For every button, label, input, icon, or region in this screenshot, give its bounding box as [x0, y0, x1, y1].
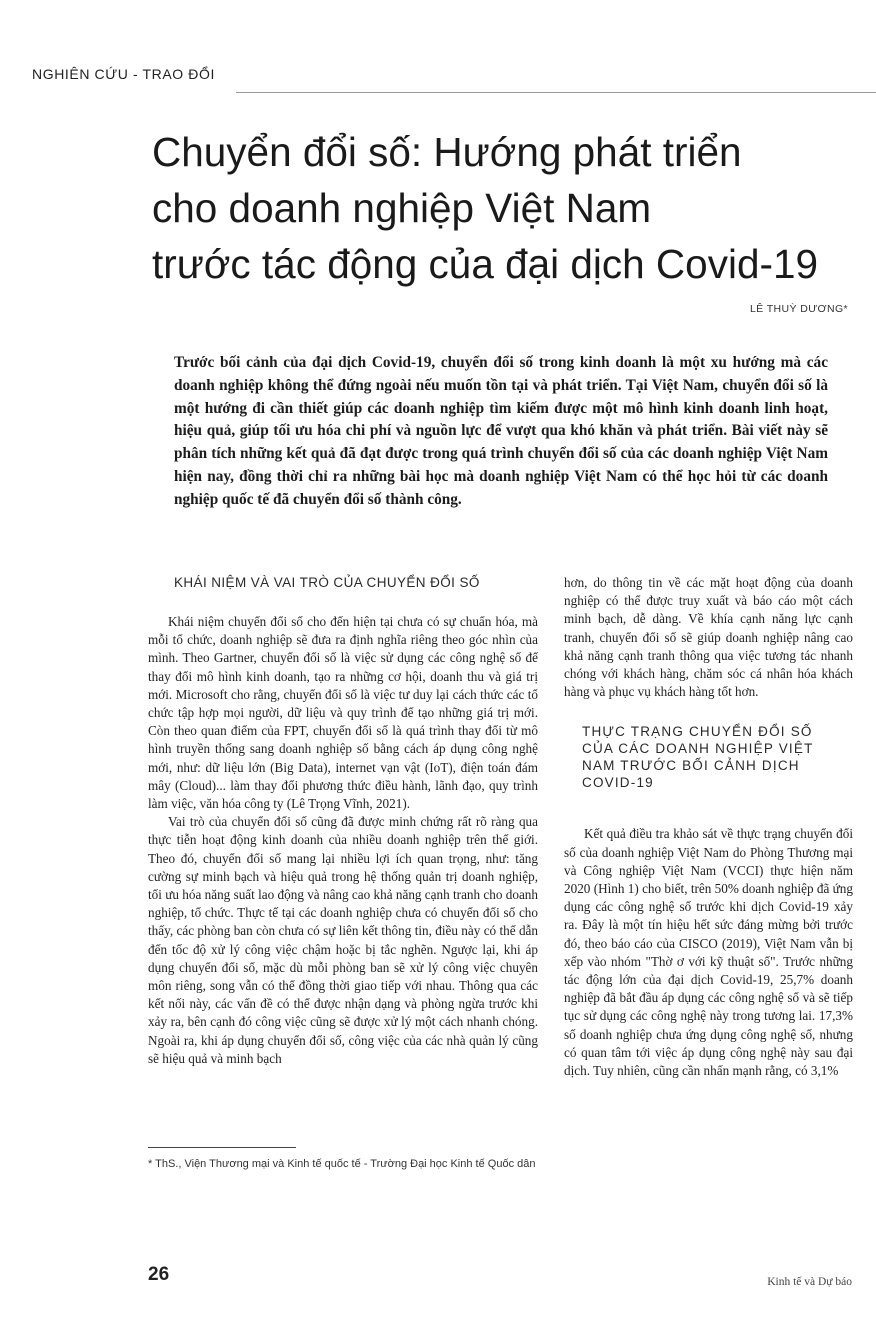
- article-title: [152, 124, 852, 292]
- heading-line: NAM TRƯỚC BỐI CẢNH DỊCH: [582, 758, 800, 774]
- heading-line: CỦA CÁC DOANH NGHIỆP VIỆT: [582, 741, 814, 757]
- title-line: Chuyển đổi số: Hướng phát triển: [152, 129, 742, 175]
- paragraph-continuation: hơn, do thông tin về các mặt hoạt động của doanh nghiệp có thể được truy xuất và báo cáo một cách minh bạch, dễ dàng. Về khía cạnh năng lực cạnh tranh, chuyển đổi số sẽ giúp doanh nghiệp nâng cao khả năng cạnh tranh thông qua việc tương tác nhanh chóng với khách hàng, chăm sóc cá nhân hóa khách hàng và phục vụ khách hàng tốt hơn.: [564, 575, 853, 700]
- journal-name: Kinh tế và Dự báo: [767, 1276, 852, 1288]
- paragraph: Vai trò của chuyển đổi số cũng đã được minh chứng rất rõ ràng qua thực tiễn hoạt động kinh doanh của nhiều doanh nghiệp trên thế giới. Theo đó, chuyển đổi số mang lại nhiều lợi ích quan trọng, như: tăng cường sự minh bạch và hiệu quả trong hệ thống quản trị doanh nghiệp, tối ưu hóa năng suất lao động và nâng cao khả năng cạnh tranh cho doanh nghiệp, tổ chức. Thực tế tại các doanh nghiệp chưa có chuyển đổi số cho thấy, các phòng ban còn chưa có sự liên kết thông tin, điều này có thể dẫn đến tốc độ xử lý công việc chậm hoặc bị tắc nghẽn. Ngược lại, khi áp dụng chuyển đổi số, mặc dù mỗi phòng ban sẽ xử lý công việc chuyên môn riêng, song vẫn có thể đồng thời giao tiếp với nhau. Thông qua các kết nối này, các vấn đề có thể được nhận dạng và phòng ngừa trước khi xảy ra, bên cạnh đó công việc cũng sẽ được xử lý một cách nhanh chóng. Ngoài ra, khi áp dụng chuyển đổi số, công việc của các nhà quản lý cũng sẽ hiệu quả và minh bạch: [148, 814, 538, 1066]
- footnote-rule: [148, 1147, 296, 1148]
- section-heading-status: [582, 723, 853, 791]
- right-column: [564, 574, 853, 1080]
- title-line: trước tác động của đại dịch Covid-19: [152, 241, 819, 287]
- section-header: NGHIÊN CỨU - TRAO ĐỔI: [32, 66, 215, 82]
- paragraph: Khái niệm chuyển đổi số cho đến hiện tại chưa có sự chuẩn hóa, mà mỗi tổ chức, doanh nghiệp sẽ đưa ra định nghĩa riêng theo góc nhìn của mình. Theo Gartner, chuyển đổi số là việc sử dụng các công nghệ số để thay đổi mô hình kinh doanh, tạo ra những cơ hội, doanh thu và giá trị mới. Microsoft cho rằng, chuyển đổi số là việc tư duy lại cách thức các tổ chức tập hợp mọi người, dữ liệu và quy trình để tạo những giá trị mới. Còn theo quan điểm của FPT, chuyển đổi số là quá trình thay đổi từ mô hình truyền thống sang doanh nghiệp số bằng cách áp dụng công nghệ mới, như: dữ liệu lớn (Big Data), internet vạn vật (IoT), điện toán đám mây (Cloud)... làm thay đổi phương thức điều hành, lãnh đạo, quy trình làm việc, văn hóa công ty (Lê Trọng Vĩnh, 2021).: [148, 614, 538, 812]
- paragraph: Kết quả điều tra khảo sát về thực trạng chuyển đổi số của doanh nghiệp Việt Nam do Phòng Thương mại và Công nghiệp Việt Nam (VCCI) thực hiện năm 2020 (Hình 1) cho biết, trên 50% doanh nghiệp đã ứng dụng các công nghệ số trước khi dịch Covid-19 xảy ra. Đây là một tín hiệu hết sức đáng mừng bởi trước đó, theo báo cáo của CISCO (2019), Việt Nam vẫn bị xếp vào nhóm "Thờ ơ với kỹ thuật số". Trước những tác động lớn của đại dịch Covid-19, 25,7% doanh nghiệp đã bắt đầu áp dụng các công nghệ số và sẽ tiếp tục sử dụng các công nghệ này trong tương lai. 17,3% số doanh nghiệp chưa ứng dụng công nghệ số, nhưng có quan tâm tới việc áp dụng công nghệ này sau đại dịch. Tuy nhiên, cũng cần nhấn mạnh rằng, có 3,1%: [564, 826, 853, 1079]
- page-number: 26: [148, 1264, 170, 1285]
- author-name: LÊ THUỲ DƯƠNG*: [749, 303, 848, 315]
- footnote: * ThS., Viện Thương mại và Kinh tế quốc tế - Trường Đại học Kinh tế Quốc dân: [148, 1158, 536, 1170]
- header-rule: [236, 92, 876, 93]
- title-line: cho doanh nghiệp Việt Nam: [152, 185, 652, 231]
- heading-line: THỰC TRẠNG CHUYỂN ĐỔI SỐ: [582, 724, 813, 740]
- section-heading-concept: KHÁI NIỆM VÀ VAI TRÒ CỦA CHUYỂN ĐỔI SỐ: [174, 575, 480, 590]
- left-column: [148, 574, 538, 1068]
- abstract: Trước bối cảnh của đại dịch Covid-19, chuyển đổi số trong kinh doanh là một xu hướng mà các doanh nghiệp không thể đứng ngoài nếu muốn tồn tại và phát triển. Tại Việt Nam, chuyển đổi số là một hướng đi cần thiết giúp các doanh nghiệp tìm kiếm được một mô hình kinh doanh linh hoạt, hiệu quả, giúp tối ưu hóa chi phí và nguồn lực để vượt qua khó khăn và phát triển. Bài viết này sẽ phân tích những kết quả đã đạt được trong quá trình chuyển đổi số của các doanh nghiệp Việt Nam hiện nay, đồng thời chỉ ra những bài học mà doanh nghiệp Việt Nam có thể học hỏi từ các doanh nghiệp quốc tế đã chuyển đổi số thành công.: [174, 354, 828, 508]
- heading-line: COVID-19: [582, 775, 654, 791]
